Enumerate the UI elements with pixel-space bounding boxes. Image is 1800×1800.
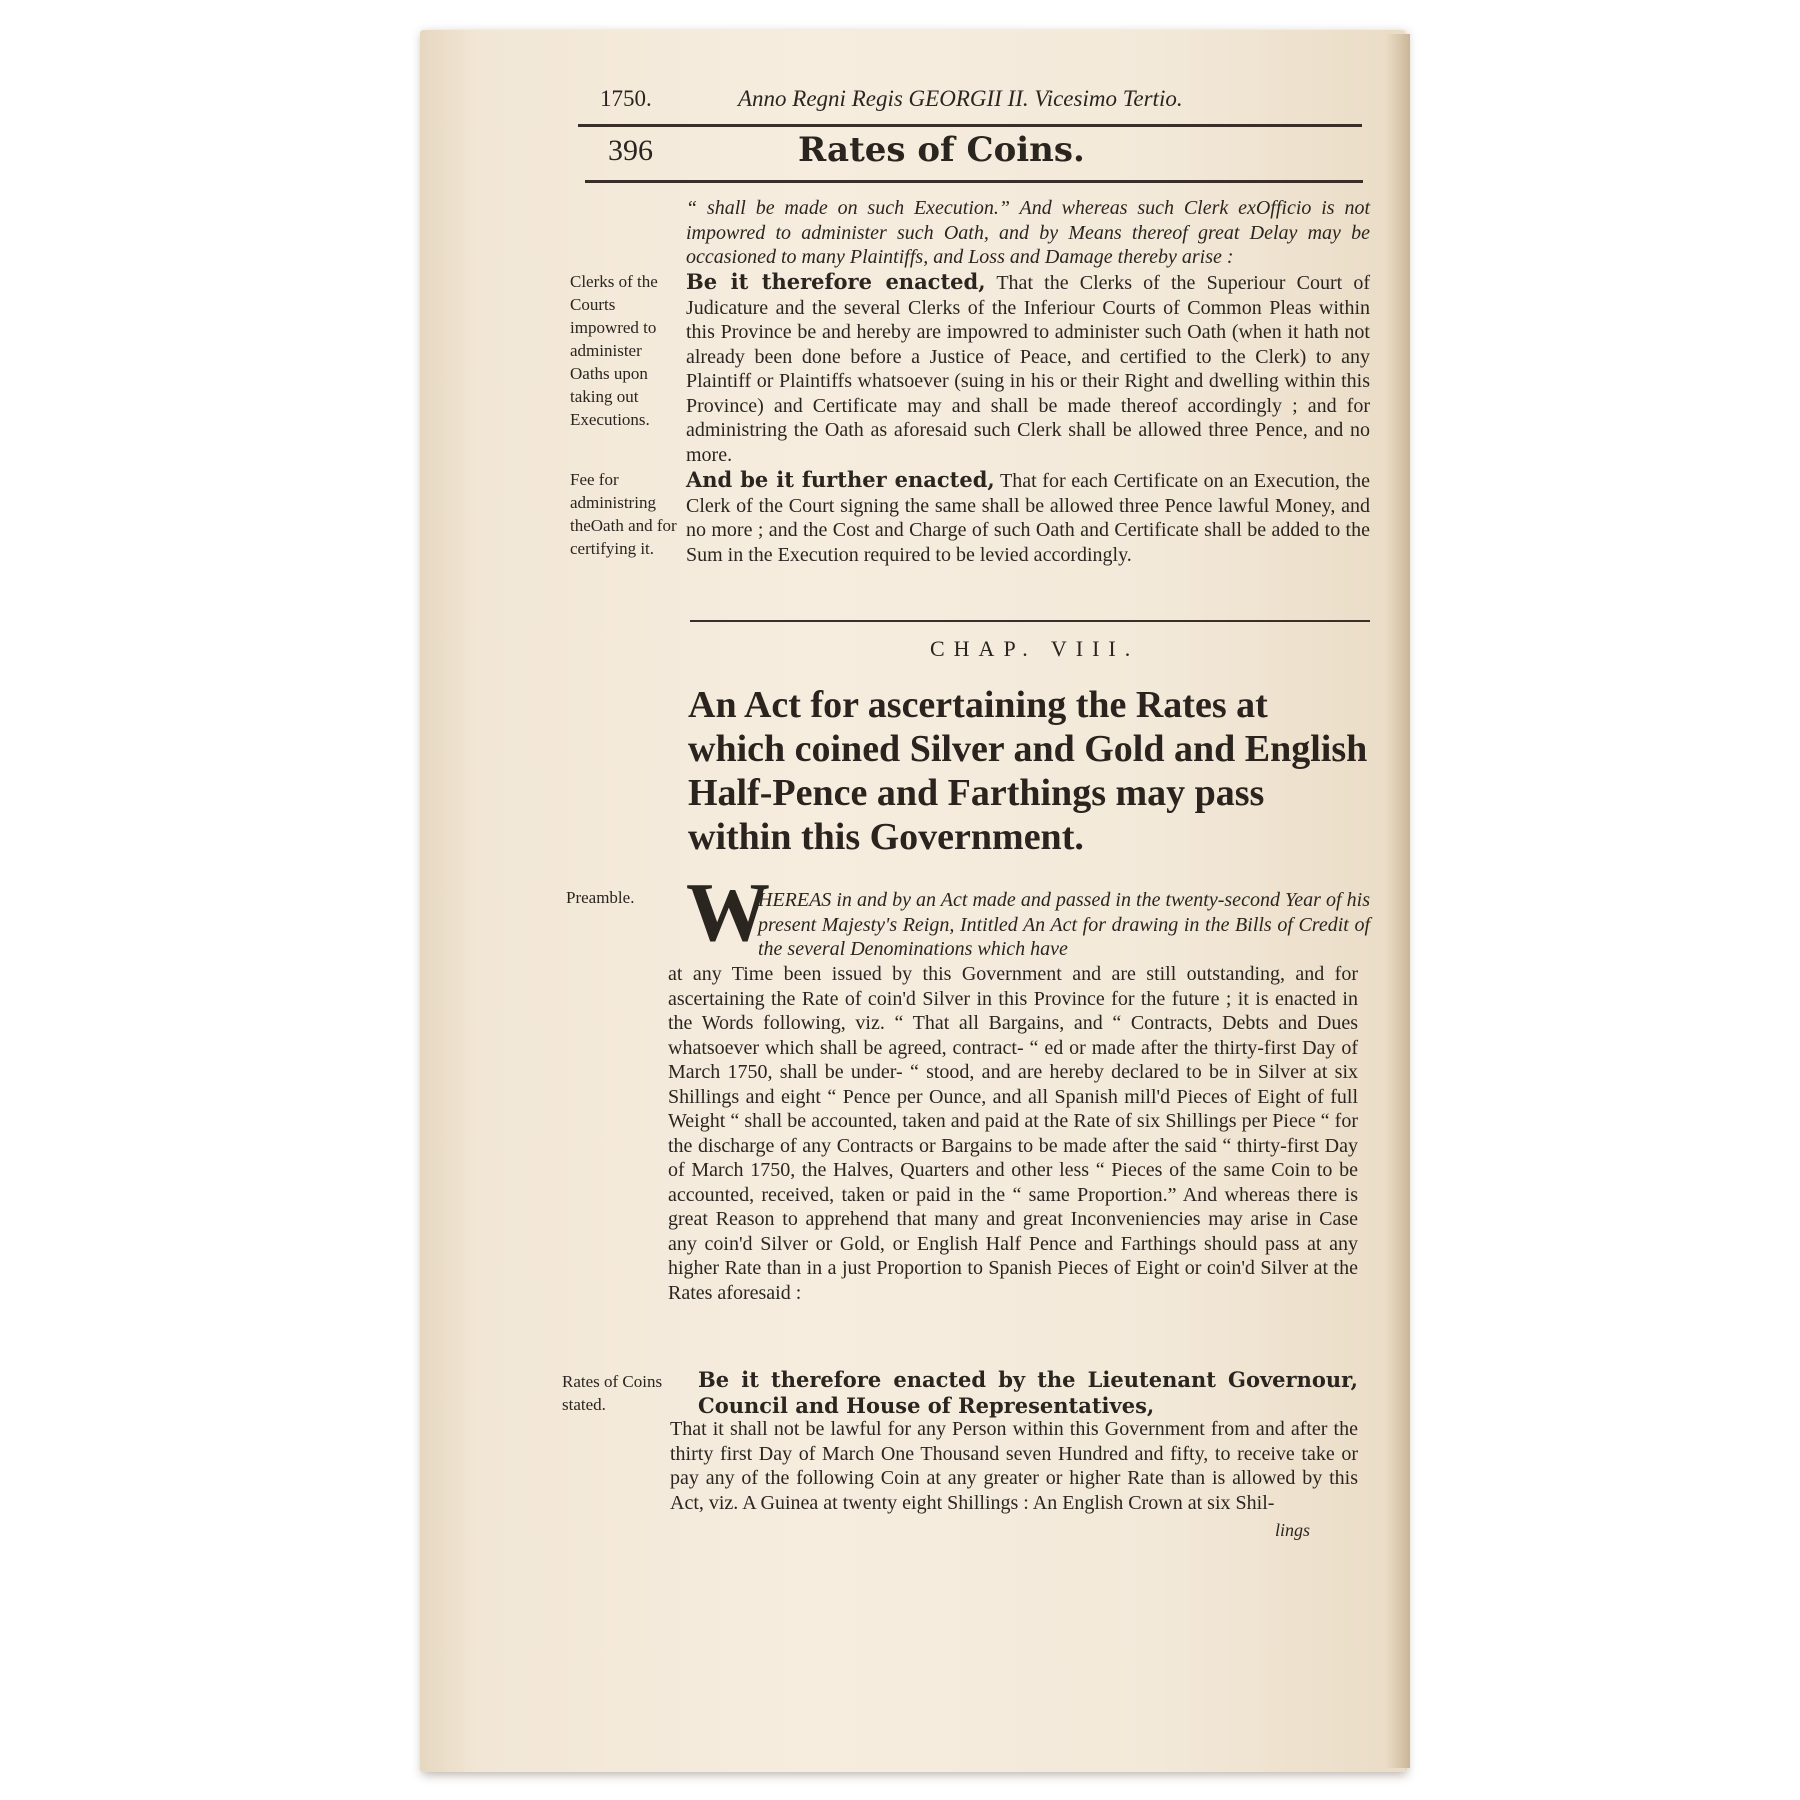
act-title: An Act for ascertaining the Rates at which coined Silver and Gold and English Half-Pence and Farthings may pass within this Government. — [688, 684, 1368, 858]
margin-note-clerks: Clerks of the Courts impowred to administer Oaths upon taking out Executions. — [570, 272, 658, 429]
enact-text-2: That it shall not be lawful for any Person within this Government from and after the thirty first Day of March One Thousand seven Hundred and fifty, to receive take or pay any of the following Coin at any greater or higher Rate than is allowed by this Act, viz. A Guinea at twenty eight Shillings : An English Crown at six Shil- — [670, 1418, 1358, 1514]
enact-paragraph-1 — [686, 270, 1370, 467]
running-title: Rates of Coins. — [798, 130, 1085, 170]
title-rule — [585, 180, 1363, 183]
further-text: That for each Certificate on an Execution, the Clerk of the Court signing the same shall be allowed three Pence lawful Money, and no more ; and the Cost and Charge of such Oath and Certificate shall be added to the Sum in the Execution required to be levied accordingly. — [686, 470, 1371, 566]
running-head-regnal: Anno Regni Regis GEORGII II. Vicesimo Tertio. — [738, 86, 1183, 111]
margin-note-preamble: Preamble. — [566, 888, 635, 907]
page-edge — [1386, 34, 1410, 1768]
enact-lead-2-text: Be it therefore enacted by the Lieutenant Governour, Council and House of Representatives, — [698, 1367, 1358, 1418]
drop-cap: W — [686, 866, 770, 959]
further-lead: And be it further enacted, — [686, 467, 995, 492]
catchword: lings — [1275, 1520, 1311, 1540]
preamble-first-lines: HEREAS in and by an Act made and passed in the twenty-second Year of his present Majesty's Reign, Intitled An Act for drawing in the Bills of Credit of the several Denominations which have — [758, 889, 1370, 960]
enact-lead-2 — [698, 1368, 1358, 1419]
margin-note-rates: Rates of Coins stated. — [562, 1372, 663, 1414]
further-paragraph — [686, 468, 1370, 567]
running-head-year: 1750. — [600, 86, 652, 111]
running-head — [595, 82, 1315, 116]
chapter-rule — [690, 620, 1370, 622]
opening-paragraph: “ shall be made on such Execution.” And whereas such Clerk exOfficio is not impowred to administer such Oath, and by Means thereof great Delay may be occasioned to many Plaintiffs, and Loss and Damage thereby arise : — [686, 197, 1370, 268]
chapter-heading: CHAP. VIII. — [930, 636, 1140, 661]
preamble-body: at any Time been issued by this Government and are still outstanding, and for ascertaining the Rate of coin'd Silver in this Province for the future ; it is enacted in the Words following, viz. “ That all Bargains, and “ Contracts, Debts and Dues whatsoever which shall be agreed, contract- “ ed or made after the thirty-first Day of March 1750, shall be under- “ stood, and are hereby declared to be in Silver at six Shillings and eight “ Pence per Ounce, and all Spanish mill'd Pieces of Eight of full Weight “ shall be accounted, taken and paid at the Rate of six Shillings per Piece “ for the discharge of any Contracts or Bargains to be made after the said “ thirty-first Day of March 1750, the Halves, Quarters and other less “ Pieces of the same Coin to be accounted, received, taken or paid in the “ same Proportion.” And whereas there is great Reason to apprehend that many and great Inconveniencies may arise in Case any coin'd Silver or Gold, or English Half Pence and Farthings should pass at any higher Rate than in a just Proportion to Spanish Pieces of Eight or coin'd Silver at the Rates aforesaid : — [668, 963, 1358, 1304]
margin-note-fee: Fee for administring theOath and for certifying it. — [570, 470, 677, 558]
top-rule — [578, 124, 1362, 127]
enact-lead-1: Be it therefore enacted, — [686, 269, 986, 294]
page-number: 396 — [608, 134, 653, 167]
enact-text-1: That the Clerks of the Superiour Court of Judicature and the several Clerks of the Inferiour Courts of Common Pleas within this Province be and hereby are impowred to administer such Oath (when it hath not already been done before a Justice of Peace, and certified to the Clerk) to any Plaintiff or Plaintiffs whatsoever (suing in his or their Right and dwelling within this Province) and Certificate may and shall be made thereof accordingly ; and for administring the Oath as aforesaid such Clerk shall be allowed three Pence, and no more. — [686, 272, 1370, 466]
